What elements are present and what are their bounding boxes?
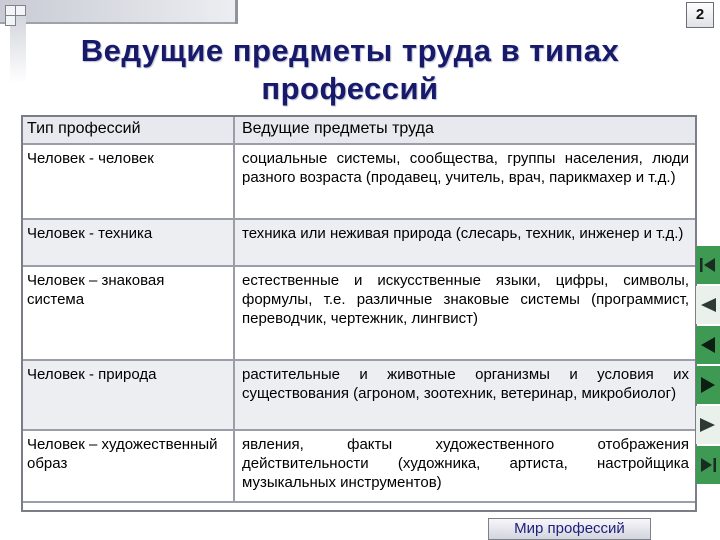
profession-type-cell: Человек – художественный образ — [21, 430, 234, 502]
decorative-square — [15, 5, 26, 16]
leading-subjects-cell: явления, факты художественного отображения действительности (художника, артиста, настройщика музыкальных инструментов) — [234, 430, 697, 502]
back-icon — [698, 335, 718, 355]
profession-type-cell: Человек - человек — [21, 144, 234, 219]
next-slide-icon — [698, 375, 718, 395]
table-row — [21, 430, 697, 502]
back-button[interactable] — [696, 326, 720, 364]
header-profession-type: Тип профессий — [21, 115, 234, 144]
table-row — [21, 266, 697, 360]
leading-subjects-cell: естественные и искусственные языки, цифры, символы, формулы, т.е. различные знаковые системы (программист, переводчик, чертежник, лингвист) — [234, 266, 697, 360]
first-slide-icon — [698, 255, 718, 275]
leading-subjects-cell: техника или неживая природа (слесарь, техник, инженер и т.д.) — [234, 219, 697, 266]
profession-type-cell: Человек - природа — [21, 360, 234, 430]
table-row — [21, 144, 697, 219]
profession-type-cell: Человек - техника — [21, 219, 234, 266]
header-leading-subjects: Ведущие предметы труда — [234, 115, 697, 144]
decorative-top-bar — [0, 0, 238, 24]
profession-type-cell: Человек – знаковая система — [21, 266, 234, 360]
page-number: 2 — [686, 2, 714, 28]
first-slide-button[interactable] — [696, 246, 720, 284]
leading-subjects-cell: социальные системы, сообщества, группы населения, люди разного возраста (продавец, учитель, врач, парикмахер и т.д.) — [234, 144, 697, 219]
page-title — [40, 32, 660, 108]
forward-icon — [698, 415, 718, 435]
previous-slide-button[interactable] — [696, 286, 720, 324]
title-line-2: профессий — [261, 71, 439, 106]
world-of-professions-button[interactable]: Мир профессий — [488, 518, 651, 540]
table-header-row — [21, 115, 697, 144]
previous-slide-icon — [698, 295, 718, 315]
forward-button[interactable] — [696, 406, 720, 444]
professions-table — [21, 115, 697, 503]
table-row — [21, 360, 697, 430]
decorative-square — [5, 15, 16, 26]
last-slide-icon — [698, 455, 718, 475]
last-slide-button[interactable] — [696, 446, 720, 484]
next-slide-button[interactable] — [696, 366, 720, 404]
leading-subjects-cell: растительные и животные организмы и условия их существования (агроном, зоотехник, ветеринар, микробиолог) — [234, 360, 697, 430]
table-row — [21, 219, 697, 266]
title-line-1: Ведущие предметы труда в типах — [80, 33, 620, 68]
